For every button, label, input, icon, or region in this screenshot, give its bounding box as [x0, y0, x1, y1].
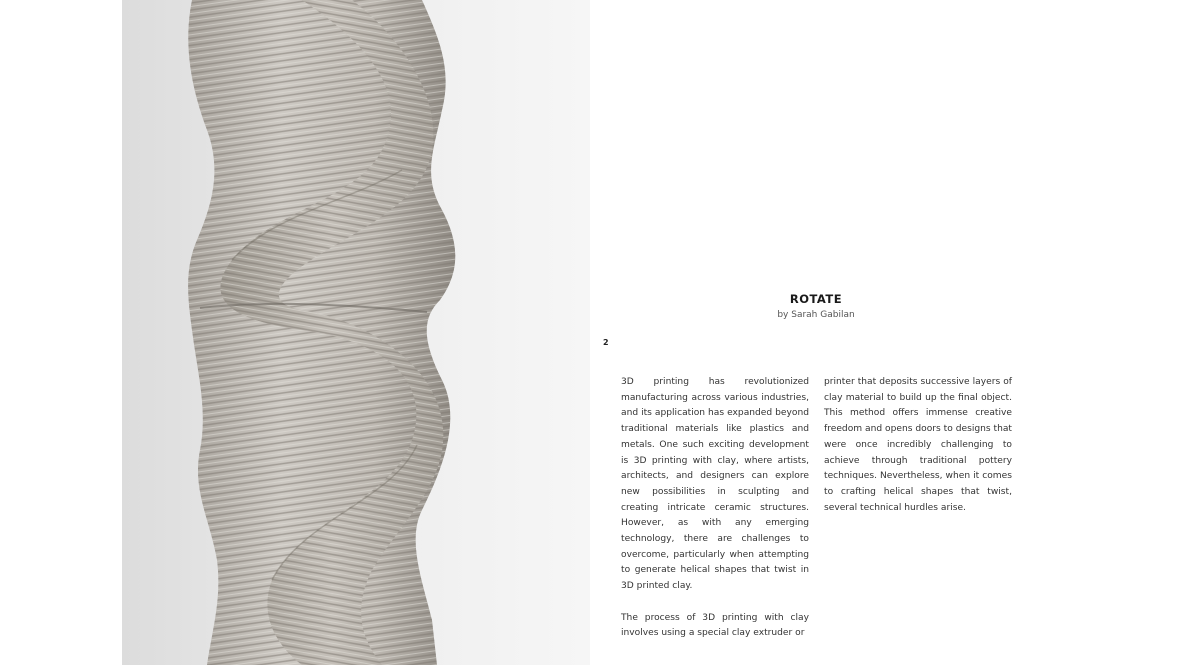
article-byline: by Sarah Gabilan: [777, 310, 855, 320]
text-column-left: [621, 375, 809, 658]
body-paragraph: 3D printing has revolutionized manufacturing across various industries, and its application has expanded beyond traditional materials like plastics and metals. One such exciting development is 3D printing with clay, where artists, architects, and designers can explore new possibilities in sculpting and creating intricate ceramic structures. However, as with any emerging technology, there are challenges to overcome, particularly when attempting to generate helical shapes that twist in 3D printed clay.: [621, 377, 809, 592]
article-title: ROTATE: [789, 292, 843, 306]
page-number: 2: [603, 338, 609, 347]
body-paragraph: printer that deposits successive layers of clay material to build up the final object. This method offers immense creative freedom and opens doors to designs that were once incredibly challenging to achieve through traditional pottery techniques. Nevertheless, when it comes to crafting helical shapes that twist, several technical hurdles arise.: [824, 377, 1012, 513]
twisted-clay-sculpture-image: [122, 0, 590, 665]
sculpture-photo: [122, 0, 590, 665]
body-paragraph: The process of 3D printing with clay involves using a special clay extruder or: [621, 612, 809, 639]
text-column-right: [824, 375, 1012, 532]
